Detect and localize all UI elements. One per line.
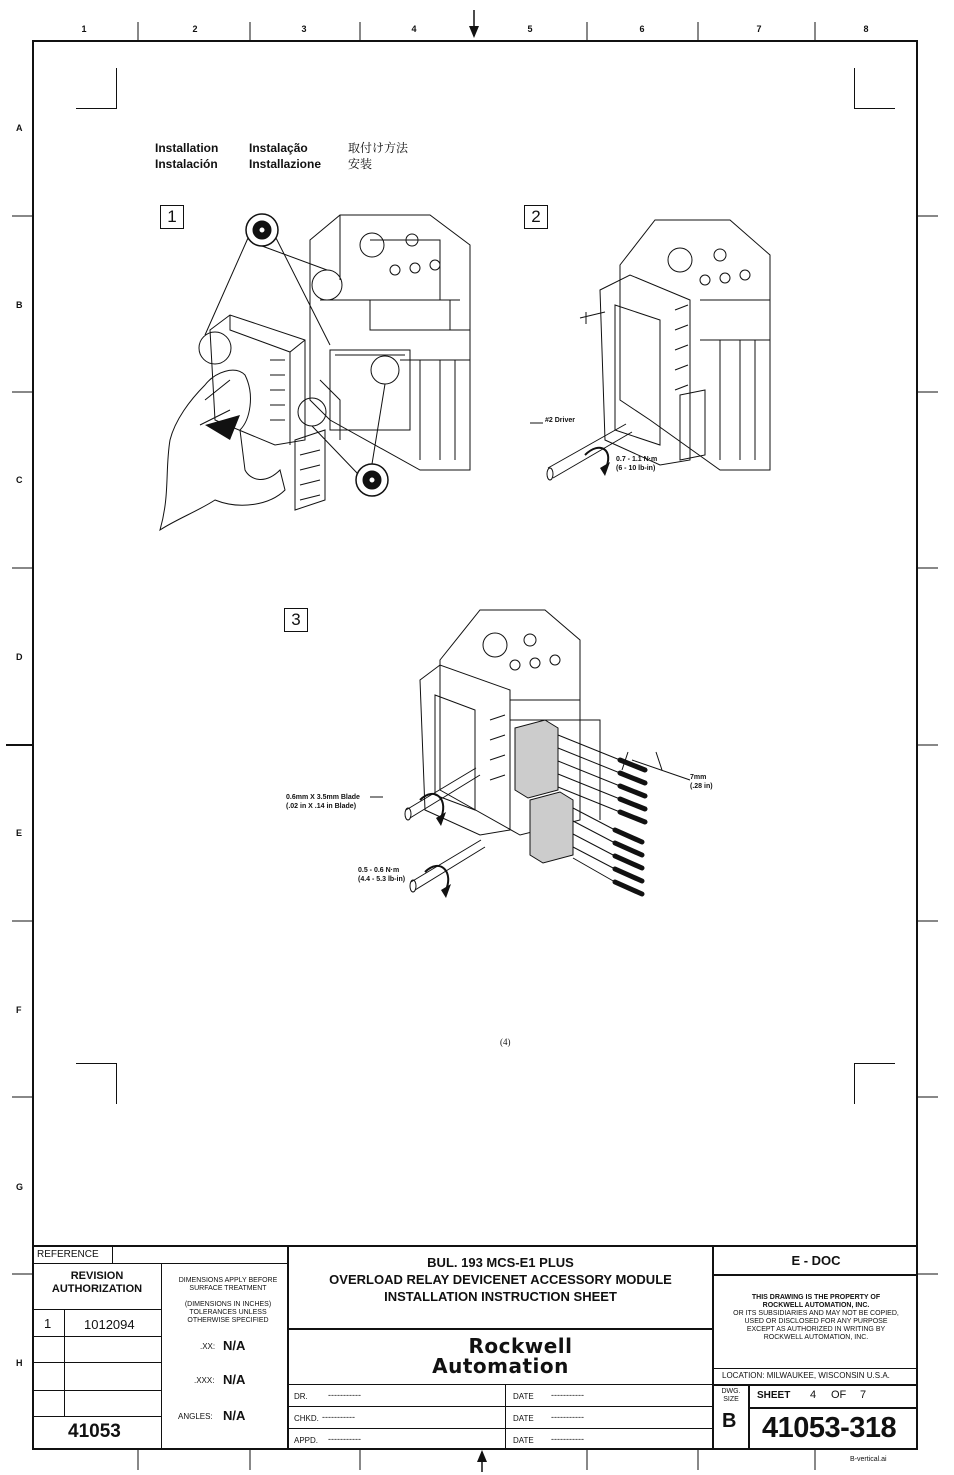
drawing-number: 41053-318 [762,1412,897,1444]
chkd-label: CHKD. [294,1414,319,1423]
torque-2-metric: 0.5 - 0.6 N·m [358,867,400,874]
dr-label: DR. [294,1392,308,1401]
logo-line-2: Automation [432,1354,569,1378]
heading-ja: 取付け方法 [348,141,409,155]
tb-hrule-title [289,1328,712,1330]
drawing-title [289,1254,712,1305]
xxx-label: .XXX: [194,1376,215,1385]
step-2-box: 2 [524,205,548,229]
rev-rule-5 [32,1416,161,1417]
zone-row-h: H [16,1358,23,1368]
property-notice [718,1294,914,1342]
tb-hrule-doc [714,1274,918,1276]
zone-row-a: A [16,123,23,133]
zone-row-g: G [16,1182,24,1192]
title-line-3: INSTALLATION INSTRUCTION SHEET [384,1289,617,1304]
sheet-total: 7 [860,1389,867,1401]
dwg-size-label: DWG. SIZE [721,1388,741,1403]
property-line-2: ROCKWELL AUTOMATION, INC. [762,1302,870,1309]
zone-col-4: 4 [411,24,417,34]
date-value-2: ----------- [551,1412,584,1422]
tb-hrule-property [714,1368,918,1369]
of-label: OF [831,1389,847,1401]
sheet-label: SHEET [757,1390,791,1401]
heading-en: Installation [155,141,219,155]
sheet-number: 4 [810,1389,817,1401]
page-number: (4) [500,1037,511,1047]
xxx-value: N/A [223,1372,246,1387]
sheet-rule [749,1407,918,1409]
heading-zh: 安装 [348,157,373,171]
zone-col-1: 1 [81,24,87,34]
torque-1-metric: 0.7 - 1.1 N·m [616,456,658,463]
zone-row-e: E [16,828,23,838]
heading-es: Instalación [155,157,218,171]
revision-number: 1 [44,1316,52,1331]
heading-pt: Instalação [249,141,308,155]
title-line-2: OVERLOAD RELAY DEVICENET ACCESSORY MODULE [329,1272,672,1287]
dimensions-note-1: DIMENSIONS APPLY BEFORE SURFACE TREATMENT [178,1277,278,1292]
blade-metric: 0.6mm X 3.5mm Blade [286,794,360,801]
sig-vrule [505,1384,506,1450]
strip-length-callout [690,773,713,791]
zone-col-6: 6 [639,24,645,34]
date-label-3: DATE [513,1436,534,1445]
zone-col-8: 8 [863,24,869,34]
rev-rule-1 [32,1309,161,1310]
xx-value: N/A [223,1338,246,1353]
zone-row-b: B [16,300,23,310]
torque-callout-2 [358,866,405,884]
date-label-2: DATE [513,1414,534,1423]
chkd-value: ----------- [322,1412,355,1422]
rockwell-logo [289,1336,712,1376]
strip-length-metric: 7mm [690,774,707,781]
drawing-prefix: 41053 [68,1421,121,1442]
doc-type: E - DOC [791,1253,841,1268]
sig-rule-1 [289,1406,712,1407]
logo-line-1: Rockwell [468,1334,573,1358]
xx-label: .XX: [200,1342,216,1351]
reference-row [32,1246,288,1264]
driver-callout: #2 Driver [545,417,575,424]
strip-length-imperial: (.28 in) [690,783,713,790]
tb-hrule-location [714,1384,918,1386]
revision-block [32,1264,162,1450]
zone-col-2: 2 [192,24,198,34]
title-line-1: BUL. 193 MCS-E1 PLUS [427,1255,574,1270]
authorization-number: 1012094 [84,1317,135,1332]
file-name: B-vertical.ai [850,1456,887,1463]
date-label-1: DATE [513,1392,534,1401]
blade-imperial: (.02 in X .14 in Blade) [286,803,357,810]
dr-value: ----------- [328,1390,361,1400]
blade-callout [286,793,360,811]
zone-row-f: F [16,1005,22,1015]
property-line-1: THIS DRAWING IS THE PROPERTY OF [751,1294,881,1301]
dimensions-block [162,1264,288,1450]
appd-value: ----------- [328,1434,361,1444]
dwg-size: B [722,1410,737,1432]
location: LOCATION: MILWAUKEE, WISCONSIN U.S.A. [722,1371,890,1380]
tb-vrule-2 [712,1246,714,1450]
zone-col-3: 3 [301,24,307,34]
torque-2-imperial: (4.4 - 5.3 lb-in) [358,876,406,883]
angles-label: ANGLES: [178,1412,213,1421]
property-line-3: OR ITS SUBSIDIARIES AND MAY NOT BE COPIED, USED OR DISCLOSED FOR ANY PURPOSE EXCEPT AS AUTHORIZED IN WRITING BY ROCKWELL AUTOMATION, INC. [733,1310,899,1341]
zone-col-5: 5 [527,24,533,34]
rev-rule-3 [32,1362,161,1363]
date-value-3: ----------- [551,1434,584,1444]
rev-rule-2 [32,1336,161,1337]
tb-hrule-logo [289,1384,712,1385]
size-vrule [748,1384,750,1450]
rev-rule-4 [32,1390,161,1391]
zone-row-d: D [16,652,23,662]
date-value-1: ----------- [551,1390,584,1400]
sig-rule-2 [289,1428,712,1429]
appd-label: APPD. [294,1436,319,1445]
zone-col-7: 7 [756,24,762,34]
angles-value: N/A [223,1408,246,1423]
step-3-box: 3 [284,608,308,632]
revision-authorization-label: REVISION AUTHORIZATION [51,1270,143,1295]
rev-col-rule [64,1309,65,1416]
dimensions-note-2: (DIMENSIONS IN INCHES) TOLERANCES UNLESS OTHERWISE SPECIFIED [184,1301,272,1324]
reference-label: REFERENCE [32,1246,113,1263]
torque-1-imperial: (6 - 10 lb-in) [616,465,656,472]
step-1-box: 1 [160,205,184,229]
zone-row-c: C [16,475,23,485]
heading-it: Installazione [249,157,322,171]
